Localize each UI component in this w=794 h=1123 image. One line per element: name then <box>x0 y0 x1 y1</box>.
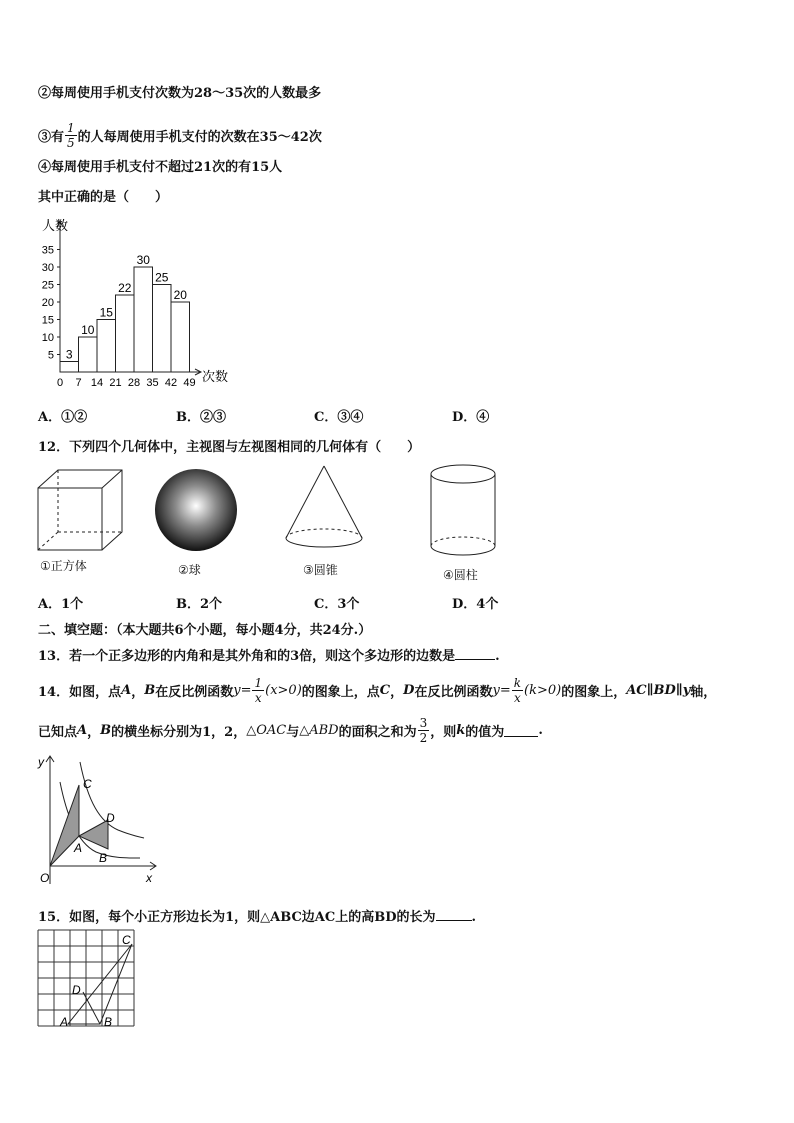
q12-option-a: A．1个 <box>38 597 84 612</box>
q14-y-1: y <box>233 682 241 698</box>
q14-fraction-2-num: k <box>513 675 521 690</box>
question-13-text: 13．若一个正多边形的内角和是其外角和的3倍，则这个多边形的边数是 <box>38 649 456 664</box>
q14-fraction-2-den: x <box>513 690 521 705</box>
q14-eq-2: = <box>499 682 511 698</box>
q14-fraction-1 <box>252 676 264 705</box>
option-c: C．③④ <box>314 410 364 425</box>
figure-15 <box>36 928 140 1032</box>
label-c: C <box>122 933 131 947</box>
q12-option-c: C．3个 <box>314 597 360 612</box>
bar <box>97 320 116 373</box>
q14-l2-text-5: 的值为 <box>465 724 505 740</box>
statement-3 <box>38 118 322 152</box>
q14-cond-1: (x>0) <box>265 682 302 698</box>
label-c: C <box>83 777 92 791</box>
grid <box>38 930 134 1026</box>
question-13 <box>38 645 500 664</box>
bar-value-label: 10 <box>81 323 95 337</box>
statement-2: ②每周使用手机支付次数为28～35次的人数最多 <box>38 86 322 101</box>
y-tick-label: 20 <box>41 297 54 309</box>
label-b: B <box>104 1015 113 1029</box>
q14-l2-text-4: ，则 <box>430 724 457 740</box>
answer-blank-14 <box>504 724 538 737</box>
x-axis-label: 次数 <box>202 369 229 384</box>
x-tick-label: 21 <box>109 377 122 389</box>
q14-text-4: 在反比例函数 <box>414 684 493 700</box>
x-tick-label: 14 <box>90 377 104 389</box>
q14-cond-2: (k>0) <box>524 682 562 698</box>
q14-l2-text-2: 的横坐标分别为1，2， <box>111 724 247 740</box>
q14-point-c: C <box>379 682 391 698</box>
caption-sphere: ②球 <box>178 563 201 577</box>
q12-option-d: D．4个 <box>452 597 499 612</box>
bar-value-label: 22 <box>118 281 132 295</box>
y-tick-label: 35 <box>41 244 54 257</box>
answer-blank-15 <box>436 908 472 921</box>
q14-y-axis: y <box>682 682 691 698</box>
bar <box>134 267 153 372</box>
y-tick-label: 30 <box>41 262 54 274</box>
q14-point-d: D <box>403 682 415 698</box>
bar <box>79 337 98 372</box>
statement-3-suffix: 的人每周使用手机支付的次数在35～42次 <box>77 129 322 145</box>
q14-comma: ， <box>131 684 145 700</box>
q14-text-3: 的图象上，点 <box>301 684 380 700</box>
q14-l2-comma: ， <box>87 724 101 740</box>
y-tick-label: 5 <box>47 349 54 362</box>
q14-fraction-3-den: 2 <box>419 730 428 745</box>
q14-eq-1: = <box>240 682 252 698</box>
q14-triangle-abd: △ABD <box>299 722 339 738</box>
sphere-shape <box>155 469 237 551</box>
statement-4: ④每周使用手机支付不超过21次的有15人 <box>38 160 283 175</box>
answer-blank-13 <box>455 647 495 660</box>
question-13-end: . <box>495 649 500 664</box>
q14-fraction-1-num: 1 <box>254 675 263 690</box>
label-o: O <box>40 871 50 885</box>
caption-cone: ③圆锥 <box>303 563 338 577</box>
bar <box>153 285 172 373</box>
label-a: A <box>60 1015 69 1029</box>
question-14-line-2 <box>38 710 543 750</box>
label-d: D <box>72 983 81 997</box>
x-tick-label: 49 <box>183 377 196 389</box>
q14-parallel-1: ∥ <box>646 682 654 698</box>
bar <box>116 295 135 372</box>
bar-value-label: 30 <box>136 253 150 267</box>
y-tick-label: 15 <box>41 314 54 327</box>
cube-shape <box>38 470 122 550</box>
q14-and: 与 <box>286 724 300 740</box>
figure-14 <box>36 752 166 890</box>
fraction-denominator: 5 <box>67 135 75 150</box>
histogram-plot <box>42 218 228 389</box>
x-tick-label: 7 <box>75 377 82 389</box>
q14-l2-text-1: 已知点 <box>38 724 78 740</box>
q14-point-b: B <box>144 682 156 698</box>
q14-triangle-oac: △OAC <box>246 722 287 738</box>
question-15-end: . <box>471 910 477 925</box>
q14-text-5: 的图象上， <box>561 684 627 700</box>
statement-3-prefix: ③有 <box>38 129 65 145</box>
question-15 <box>38 906 476 925</box>
q12-option-b: B．2个 <box>176 597 223 612</box>
question-15-text: 15．如图，每个小正方形边长为1，则△ABC边AC上的高BD的长为 <box>38 910 436 925</box>
x-tick-label: 42 <box>164 377 178 389</box>
q14-bd: BD <box>653 682 676 698</box>
y-tick-label: 10 <box>41 332 54 344</box>
q14-text-2: 在反比例函数 <box>155 684 234 700</box>
q14-y-2: y <box>492 682 500 698</box>
fraction-numerator: 1 <box>67 120 75 135</box>
bar-value-label: 20 <box>173 288 187 302</box>
q14-l2-text-3: 的面积之和为 <box>338 724 417 740</box>
q14-text-1: 14．如图，点 <box>38 684 122 700</box>
q14-point-a: A <box>121 682 132 698</box>
bar-value-label: 3 <box>65 347 73 362</box>
question-prompt: 其中正确的是（ ） <box>38 190 169 205</box>
histogram-chart <box>30 216 240 391</box>
label-b: B <box>99 851 108 865</box>
x-tick-label: 35 <box>146 377 159 389</box>
caption-cube: ①正方体 <box>40 559 87 573</box>
q14-parallel-2: ∥ <box>675 682 683 698</box>
label-y: y <box>38 755 44 769</box>
solids-figure <box>34 462 504 580</box>
question-14-line-1 <box>38 670 716 710</box>
q14-l2-point-a: A <box>77 722 88 738</box>
q14-fraction-3-num: 3 <box>419 715 428 730</box>
cone-shape <box>286 466 362 547</box>
q14-fraction-1-den: x <box>254 690 262 705</box>
label-x: x <box>146 871 152 885</box>
bar-value-label: 25 <box>155 270 169 285</box>
x-tick-label: 28 <box>127 377 141 389</box>
section-2-heading: 二、填空题：（本大题共6个小题，每小题4分，共24分.） <box>38 623 372 638</box>
q14-text-6: 轴， <box>690 684 717 700</box>
q14-ac: AC <box>626 682 647 698</box>
q14-fraction-3 <box>418 716 430 745</box>
q14-comma-2: ， <box>390 684 404 700</box>
label-d: D <box>106 811 115 825</box>
question-12-stem: 12．下列四个几何体中，主视图与左视图相同的几何体有（ ） <box>38 440 421 455</box>
bar <box>171 302 190 372</box>
y-axis-label: 人数 <box>42 218 69 233</box>
option-b: B．②③ <box>176 410 226 425</box>
q14-k: k <box>456 722 466 738</box>
q14-fraction-2 <box>512 676 523 705</box>
bar <box>60 362 79 373</box>
triangle-abd <box>79 820 108 849</box>
x-tick-label: 0 <box>56 377 64 389</box>
q14-l2-point-b: B <box>100 722 112 738</box>
option-d: D．④ <box>452 410 490 425</box>
label-a: A <box>74 841 83 855</box>
bar-value-label: 15 <box>99 305 113 320</box>
y-tick-label: 25 <box>41 279 54 292</box>
q14-end: . <box>538 722 543 738</box>
curve-y-k-over-x <box>80 762 144 838</box>
option-a: A．①② <box>38 410 88 425</box>
cylinder-shape <box>431 465 495 555</box>
fraction-one-fifth <box>65 121 77 150</box>
caption-cylinder: ④圆柱 <box>443 568 478 582</box>
